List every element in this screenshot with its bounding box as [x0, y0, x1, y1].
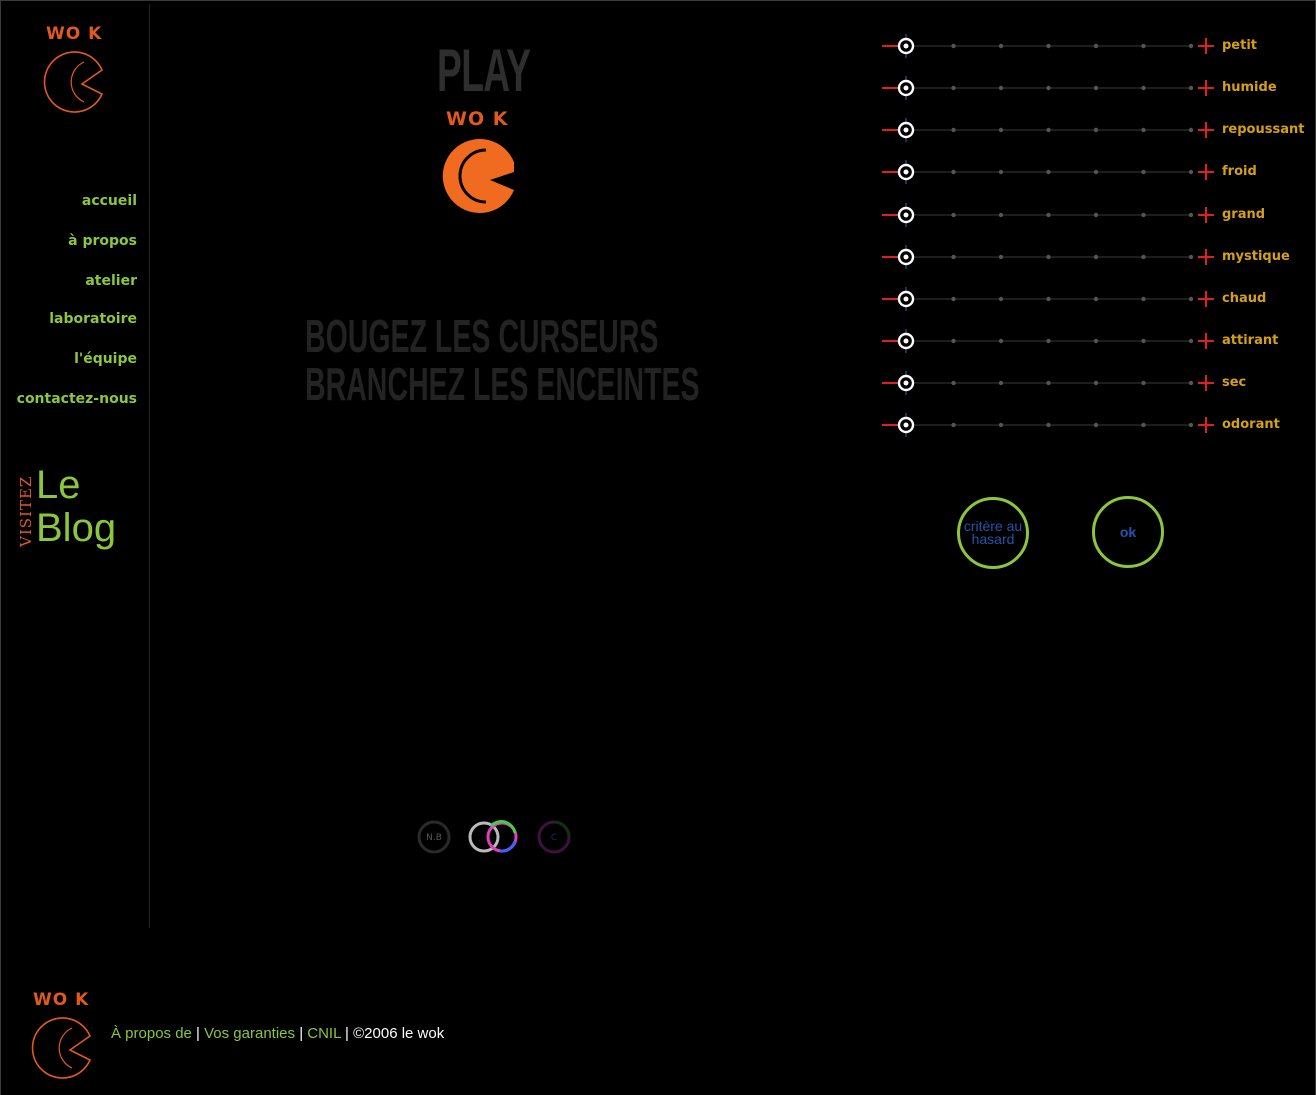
slider-tick: [951, 213, 955, 217]
slider-row-chaud[interactable]: [880, 287, 1300, 311]
slider-track: [880, 76, 1220, 100]
slider-tick: [1094, 213, 1098, 217]
slider-tick: [1094, 339, 1098, 343]
slider-tick: [1141, 213, 1145, 217]
slider-tick: [951, 339, 955, 343]
slider-tick: [951, 297, 955, 301]
slider-row-froid[interactable]: [880, 160, 1300, 184]
slider-tick: [951, 381, 955, 385]
slider-tick: [1046, 170, 1050, 174]
slider-tick: [951, 44, 955, 48]
slider-track: [880, 413, 1220, 437]
slider-tick: [1046, 423, 1050, 427]
slider-tick: [1046, 255, 1050, 259]
slider-tick: [1046, 381, 1050, 385]
slider-tick: [1141, 128, 1145, 132]
slider-label: petit: [1222, 38, 1258, 53]
slider-tick: [1141, 339, 1145, 343]
slider-label: odorant: [1222, 417, 1280, 432]
slider-tick: [1141, 44, 1145, 48]
slider-track: [880, 287, 1220, 311]
slider-tick: [1094, 297, 1098, 301]
nb-mode-label: N.B: [426, 833, 442, 843]
slider-track: [880, 245, 1220, 269]
slider-tick: [1046, 297, 1050, 301]
slider-tick: [1189, 213, 1193, 217]
slider-label: repoussant: [1222, 122, 1305, 137]
slider-tick: [1094, 170, 1098, 174]
slider-tick: [1189, 297, 1193, 301]
slider-tick: [1189, 423, 1193, 427]
footer-link-a-propos[interactable]: À propos de: [111, 1025, 192, 1042]
slider-tick: [1046, 213, 1050, 217]
blog-blog-text: Blog: [36, 506, 117, 550]
wok-logo-icon[interactable]: [38, 48, 106, 114]
footer-copyright: ©2006 le wok: [353, 1025, 445, 1042]
ok-button[interactable]: ok: [1092, 496, 1164, 568]
footer-link-cnil[interactable]: CNIL: [307, 1025, 341, 1042]
slider-tick: [1094, 128, 1098, 132]
slider-tick: [1141, 86, 1145, 90]
slider-tick: [1094, 255, 1098, 259]
slider-knob-dot: [904, 170, 909, 175]
instruction-line-1: BOUGEZ LES CURSEURS: [305, 310, 659, 362]
sidebar-logo-text: WO K: [46, 24, 103, 44]
slider-tick: [1189, 255, 1193, 259]
slider-knob-dot: [904, 213, 909, 218]
slider-tick: [999, 423, 1003, 427]
slider-tick: [999, 213, 1003, 217]
slider-tick: [999, 86, 1003, 90]
slider-tick: [1141, 255, 1145, 259]
color-rings-icon[interactable]: [464, 816, 524, 858]
slider-tick: [999, 128, 1003, 132]
slider-tick: [1046, 44, 1050, 48]
slider-label: grand: [1222, 207, 1266, 222]
footer-link-garanties[interactable]: Vos garanties: [204, 1025, 296, 1042]
slider-track: [880, 160, 1220, 184]
slider-knob-dot: [904, 381, 909, 386]
sidebar: [0, 0, 150, 928]
footer-logo-text: WO K: [33, 990, 90, 1010]
slider-label: froid: [1222, 164, 1257, 179]
slider-row-grand[interactable]: [880, 203, 1300, 227]
slider-tick: [999, 170, 1003, 174]
slider-track: [880, 371, 1220, 395]
slider-tick: [1046, 339, 1050, 343]
slider-tick: [1189, 44, 1193, 48]
slider-knob-dot: [904, 86, 909, 91]
random-criteria-button[interactable]: critère au hasard: [957, 497, 1029, 569]
slider-row-repoussant[interactable]: [880, 118, 1305, 142]
slider-tick: [1189, 339, 1193, 343]
play-title: PLAY: [437, 37, 531, 104]
nav-item-laboratoire[interactable]: laboratoire: [49, 311, 137, 327]
slider-track: [880, 203, 1220, 227]
slider-tick: [999, 381, 1003, 385]
instruction-line-2: BRANCHEZ LES ENCEINTES: [305, 358, 700, 410]
slider-knob-dot: [904, 339, 909, 344]
slider-tick: [1189, 86, 1193, 90]
footer-wok-logo-icon[interactable]: [26, 1014, 94, 1080]
slider-tick: [951, 128, 955, 132]
slider-tick: [1141, 423, 1145, 427]
slider-label: attirant: [1222, 333, 1279, 348]
slider-track: [880, 34, 1220, 58]
slider-tick: [999, 297, 1003, 301]
blog-link[interactable]: [17, 463, 137, 555]
slider-tick: [951, 86, 955, 90]
blog-visitez-text: VISITEZ: [17, 475, 35, 547]
slider-tick: [1046, 128, 1050, 132]
slider-tick: [999, 255, 1003, 259]
slider-track: [880, 118, 1220, 142]
nav-item-atelier[interactable]: atelier: [85, 273, 137, 289]
slider-tick: [1189, 381, 1193, 385]
nav-item-a-propos[interactable]: à propos: [68, 233, 137, 249]
nb-mode-button[interactable]: [415, 818, 453, 856]
slider-knob-dot: [904, 297, 909, 302]
slider-knob-dot: [904, 423, 909, 428]
slider-tick: [951, 255, 955, 259]
slider-tick: [1141, 170, 1145, 174]
instructions-text: [305, 312, 700, 408]
main-logo-text: WO K: [446, 108, 509, 130]
slider-row-mystique[interactable]: [880, 245, 1300, 269]
slider-tick: [1189, 128, 1193, 132]
slider-tick: [999, 339, 1003, 343]
slider-label: humide: [1222, 80, 1277, 95]
slider-track: [880, 329, 1220, 353]
footer-separator: |: [295, 1025, 308, 1042]
blog-le-text: Le: [36, 463, 81, 507]
slider-tick: [1141, 381, 1145, 385]
color-mode-button[interactable]: [535, 818, 573, 856]
nav-item-accueil[interactable]: accueil: [81, 193, 137, 209]
footer-separator: |: [340, 1025, 354, 1042]
slider-tick: [1046, 86, 1050, 90]
wok-logo-filled-icon: [436, 138, 518, 214]
slider-row-attirant[interactable]: [880, 329, 1300, 353]
slider-row-sec[interactable]: [880, 371, 1300, 395]
slider-knob-dot: [904, 128, 909, 133]
slider-tick: [1141, 297, 1145, 301]
slider-tick: [1094, 423, 1098, 427]
nav-item-equipe[interactable]: l'équipe: [74, 351, 137, 367]
slider-row-humide[interactable]: [880, 76, 1300, 100]
slider-tick: [951, 423, 955, 427]
slider-tick: [1094, 86, 1098, 90]
sidebar-divider: [149, 4, 150, 928]
slider-tick: [999, 44, 1003, 48]
slider-label: mystique: [1222, 249, 1290, 264]
slider-tick: [1094, 381, 1098, 385]
footer-separator: |: [191, 1025, 205, 1042]
slider-knob-dot: [904, 44, 909, 49]
color-mode-label: C: [550, 833, 558, 843]
slider-label: sec: [1222, 375, 1247, 390]
slider-row-petit[interactable]: [880, 34, 1300, 58]
footer-links: [111, 1025, 444, 1042]
nav-item-contactez-nous[interactable]: contactez-nous: [16, 391, 137, 407]
slider-row-odorant[interactable]: [880, 413, 1300, 437]
frame-top: [0, 0, 1316, 1]
slider-label: chaud: [1222, 291, 1267, 306]
slider-tick: [1189, 170, 1193, 174]
slider-knob-dot: [904, 255, 909, 260]
slider-tick: [1094, 44, 1098, 48]
slider-tick: [951, 170, 955, 174]
